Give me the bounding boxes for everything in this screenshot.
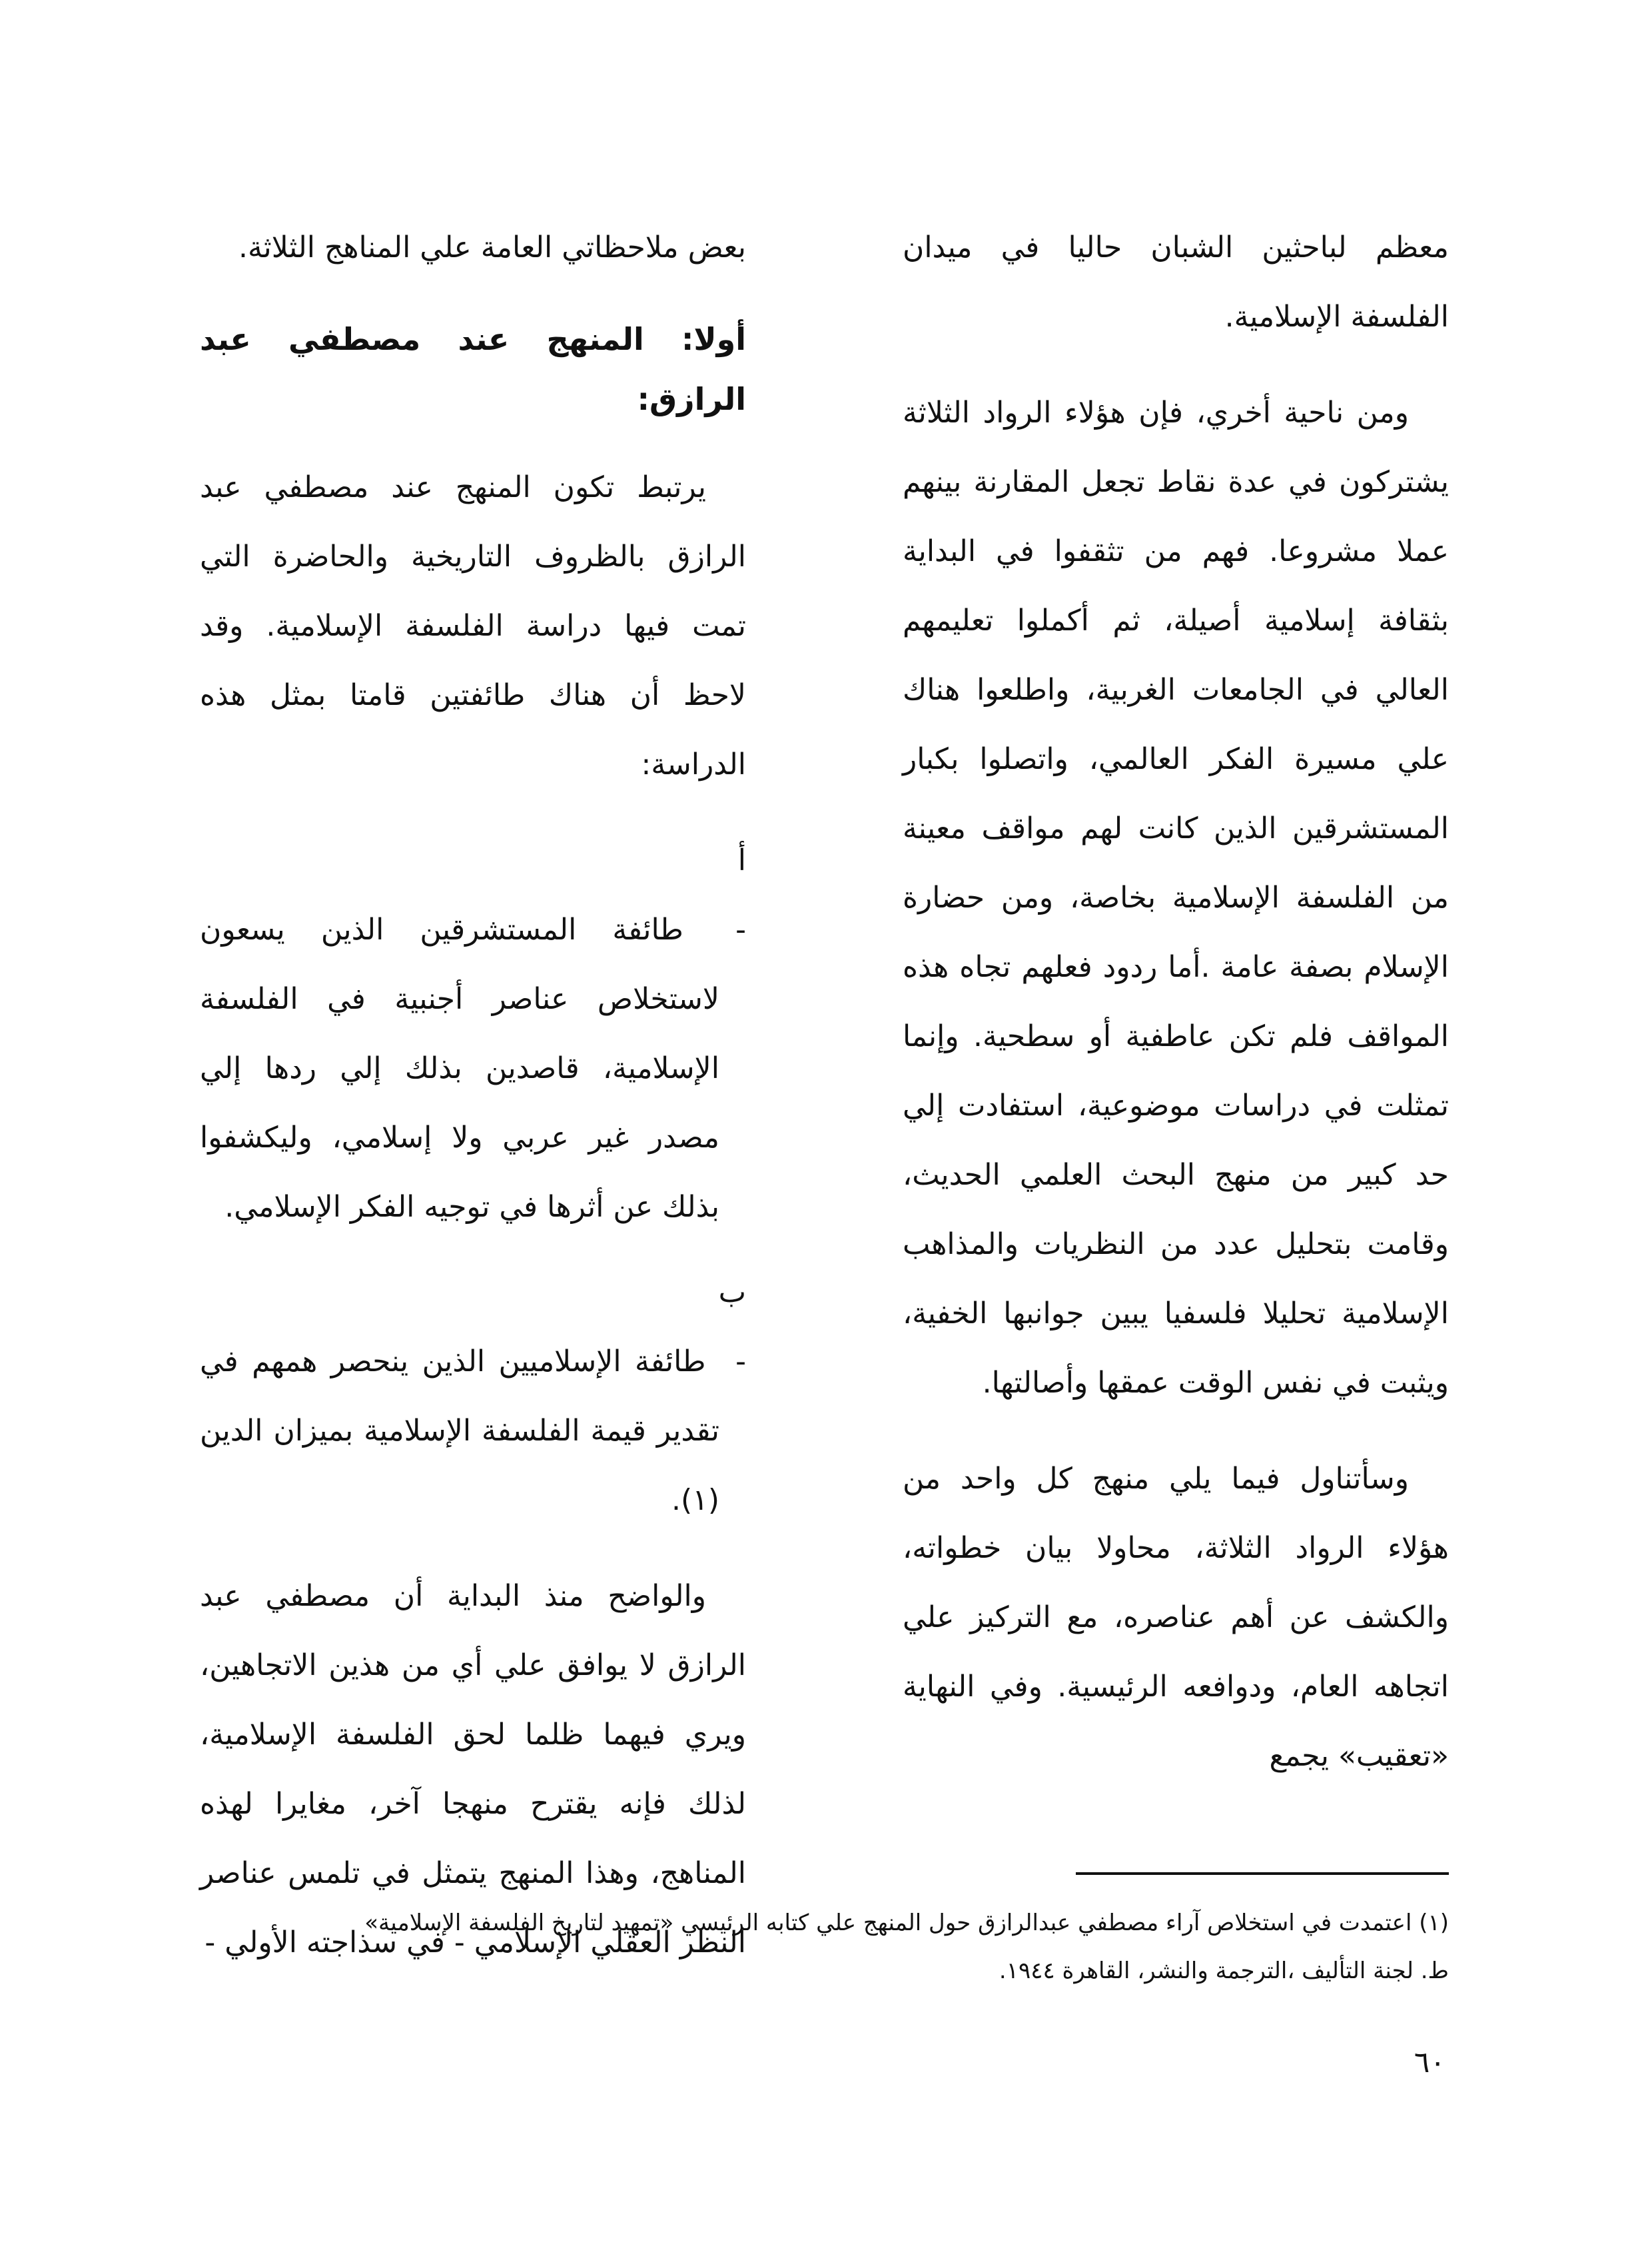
- list-item: [200, 1258, 746, 1535]
- list-marker: ب -: [718, 1275, 746, 1379]
- list-item-text: طائفة الإسلاميين الذين ينحصر همهم في تقدير قيمة الفلسفة الإسلامية بميزان الدين (١).: [200, 1345, 719, 1517]
- footnote: [197, 1899, 1449, 1995]
- page-number: ٦٠: [1414, 2045, 1446, 2079]
- paragraph: معظم لباحثين الشبان حاليا في ميدان الفلسفة الإسلامية.: [903, 231, 1449, 334]
- paragraph: بعض ملاحظاتي العامة علي المناهج الثلاثة.: [238, 231, 746, 265]
- list-item: [200, 826, 746, 1242]
- footnote-line: ط. لجنة التأليف ،الترجمة والنشر، القاهرة ١٩٤٤.: [999, 1958, 1449, 1984]
- list-item-text: طائفة المستشرقين الذين يسعون لاستخلاص عناصر أجنبية في الفلسفة الإسلامية، قاصدين بذلك إلي ردها إلي مصدر غير عربي ولا إسلامي، وليكشفوا بذلك عن أثرها في توجيه الفكر الإسلامي.: [200, 913, 719, 1224]
- list-marker: أ -: [735, 844, 746, 947]
- left-column: [200, 213, 746, 2004]
- footnote-divider: [1076, 1872, 1449, 1875]
- paragraph: وسأتناول فيما يلي منهج كل واحد من هؤلاء الرواد الثلاثة، محاولا بيان خطواته، والكشف عن أهم عناصره، مع التركيز علي اتجاهه العام، ودوافعه الرئيسية. وفي النهاية «تعقيب» يجمع: [903, 1462, 1449, 1773]
- footnote-line: (١) اعتمدت في استخلاص آراء مصطفي عبدالرازق حول المنهج علي كتابه الرئيسي «تمهيد لتاريخ الفلسفة الإسلامية»: [364, 1910, 1449, 1936]
- paragraph: يرتبط تكون المنهج عند مصطفي عبد الرازق بالظروف التاريخية والحاضرة التي تمت فيها دراسة الفلسفة الإسلامية. وقد لاحظ أن هناك طائفتين قامتا بمثل هذه الدراسة:: [200, 470, 746, 782]
- right-column: [903, 213, 1449, 1818]
- paragraph: ومن ناحية أخري، فإن هؤلاء الرواد الثلاثة يشتركون في عدة نقاط تجعل المقارنة بينهم عملا مشروعا. فهم من تثقفوا في البداية بثقافة إسلامية أصيلة، ثم أكملوا تعليمهم العالي في الجامعات الغربية، واطلعوا هناك علي مسيرة الفكر العالمي، واتصلوا بكبار المستشرقين الذين كانت لهم مواقف معينة من الفلسفة الإسلامية بخاصة، ومن حضارة الإسلام بصفة عامة .أما ردود فعلهم تجاه هذه المواقف فلم تكن عاطفية أو سطحية. وإنما تمثلت في دراسات موضوعية، استفادت إلي حد كبير من منهج البحث العلمي الحديث، وقامت بتحليل عدد من النظريات والمذاهب الإسلامية تحليلا فلسفيا يبين جوانبها الخفية، ويثبت في نفس الوقت عمقها وأصالتها.: [903, 396, 1449, 1400]
- paragraph: والواضح منذ البداية أن مصطفي عبد الرازق لا يوافق علي أي من هذين الاتجاهين، ويري فيهما ظلما لحق الفلسفة الإسلامية، لذلك فإنه يقترح منهجا آخر، مغايرا لهذه المناهج، وهذا المنهج يتمثل في تلمس عناصر النظر العقلي الإسلامي - في سذاجته الأولي -: [200, 1579, 746, 1960]
- section-heading: أولا: المنهج عند مصطفي عبد الرازق:: [200, 321, 746, 417]
